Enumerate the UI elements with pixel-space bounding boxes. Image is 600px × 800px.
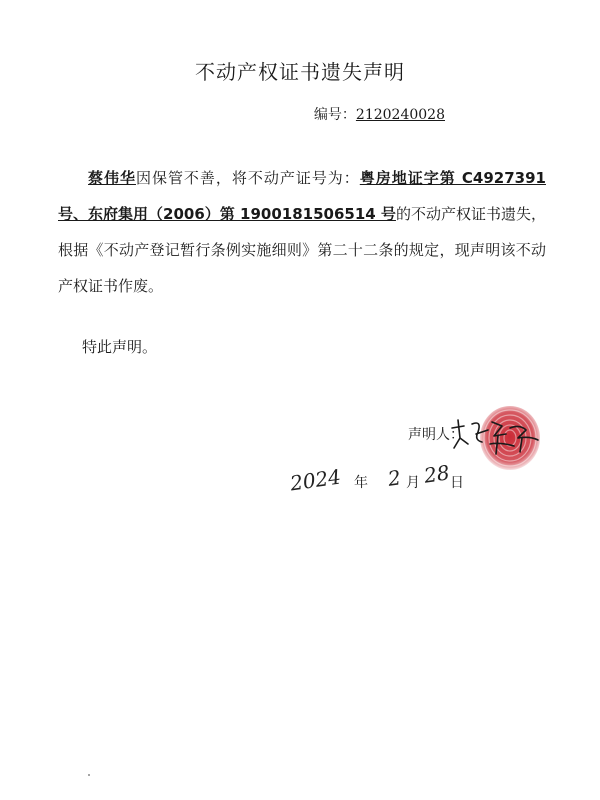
statement-paragraph <box>58 160 546 304</box>
statement-text-1: 因保管不善，将不动产证号为： <box>135 169 360 187</box>
document-number-label: 编号： <box>313 107 356 123</box>
certificate-numbers: 粤房地证字第 C4927391 号、东府集用（2006）第 1900181506514 号 <box>58 169 546 223</box>
date-day: 28 <box>422 460 451 488</box>
date-month-char: 月 <box>406 475 420 491</box>
page-title: 不动产权证书遗失声明 <box>195 60 405 84</box>
date-year: 2024 <box>288 464 343 496</box>
scan-speck <box>88 774 90 776</box>
statement-body <box>58 160 546 304</box>
date-line <box>288 460 480 504</box>
statement-text-2: 的不动产权证书遗失，根据《不动产登记暂行条例实施细则》第二十二条的规定，现声明该不动产权证书作废。 <box>58 205 546 295</box>
owner-name: 蔡伟华 <box>88 169 136 187</box>
date-day-char: 日 <box>450 475 464 491</box>
declarant-label: 声明人： <box>408 427 464 443</box>
date-month: 2 <box>386 465 403 491</box>
document-number-value: 2120240028 <box>355 107 445 123</box>
date-year-char: 年 <box>354 475 368 491</box>
handwritten-signature <box>448 414 558 462</box>
document-number <box>314 104 445 124</box>
closing-text: 特此声明。 <box>82 338 158 356</box>
